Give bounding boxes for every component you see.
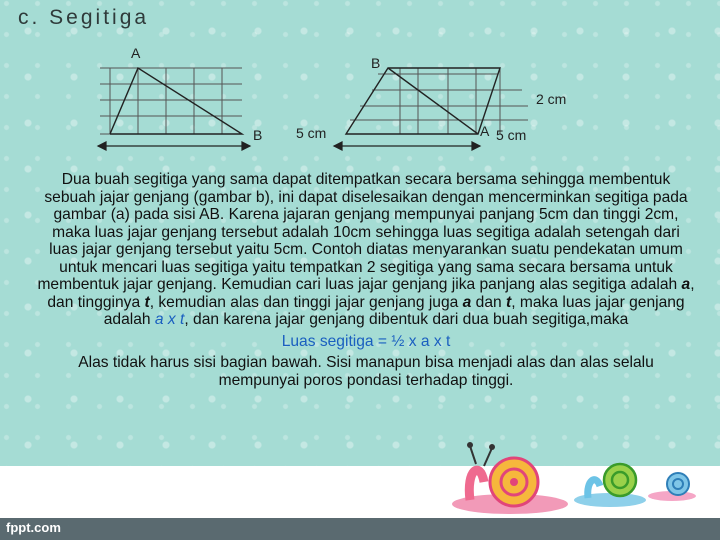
- figure-b-parallelogram: [346, 68, 500, 134]
- slide-title: c. Segitiga: [18, 6, 150, 29]
- var-t: t: [144, 293, 150, 311]
- p1-mid1: , dan tingginya: [47, 276, 695, 311]
- explanation-paragraph-2: Alas tidak harus sisi bagian bawah. Sisi manapun bisa menjadi alas dan alas selalu mempunyai poros pondasi terhadap tinggi.: [78, 354, 654, 389]
- snails-decoration: [440, 430, 700, 520]
- snail-small: [648, 473, 696, 501]
- figure-b-label-b: B: [371, 55, 381, 71]
- explanation-paragraph-1: [36, 171, 696, 329]
- snail-large: [452, 442, 568, 514]
- figure-b-label-a: A: [480, 123, 490, 139]
- axt-highlight: a x t: [154, 311, 185, 328]
- var-t2: t: [506, 293, 512, 311]
- area-formula: Luas segitiga = ½ x a x t: [281, 332, 451, 350]
- figure-a-base-label: 5 cm: [296, 125, 327, 141]
- figure-a-label-b: B: [253, 127, 263, 143]
- var-a2: a: [462, 293, 472, 311]
- geometry-figures: [0, 0, 720, 170]
- explanation-text: [36, 171, 696, 389]
- p1-mid4: , maka luas jajar genjang adalah: [103, 293, 685, 328]
- figure-b-height-label: 2 cm: [536, 91, 567, 107]
- var-a: a: [681, 276, 691, 293]
- figure-a-label-a: A: [131, 45, 141, 61]
- footer-brand: fppt.com: [6, 520, 61, 535]
- footer-bar: [0, 518, 720, 540]
- p1-intro: Dua buah segitiga yang sama dapat ditempatkan secara bersama sehingga membentuk sebuah jajar genjang (gambar b), ini dapat diselesaikan dengan mencerminkan segitiga pada gambar (a) pada sisi AB. Karena jajaran genjang mempunyai panjang 5cm dan tinggi 2cm, maka luas jajar genjang tersebut adalah 10cm sehingga luas segitiga adalah setengah dari luas jajar genjang tersebut yaitu 5cm. Contoh diatas menyarankan suatu pendekatan umum untuk mencari luas segitiga yaitu tempatkan 2 segitiga yang sama secara bersama untuk membentuk jajar genjang. Kemudian cari luas jajar genjang jika panjang alas segitiga adalah: [37, 171, 688, 293]
- p1-end: , dan karena jajar genjang dibentuk dari dua buah segitiga,maka: [184, 311, 629, 328]
- snail-medium: [574, 464, 646, 507]
- p1-mid3: dan: [471, 293, 507, 311]
- p1-mid2: , kemudian alas dan tinggi jajar genjang juga: [149, 293, 463, 311]
- figure-a-grid: [100, 68, 242, 134]
- figure-b-dimension-line: [334, 142, 480, 150]
- figure-b-grid: [350, 68, 528, 134]
- figure-b-base-label: 5 cm: [496, 127, 527, 143]
- figure-a-dimension-line: [98, 142, 250, 150]
